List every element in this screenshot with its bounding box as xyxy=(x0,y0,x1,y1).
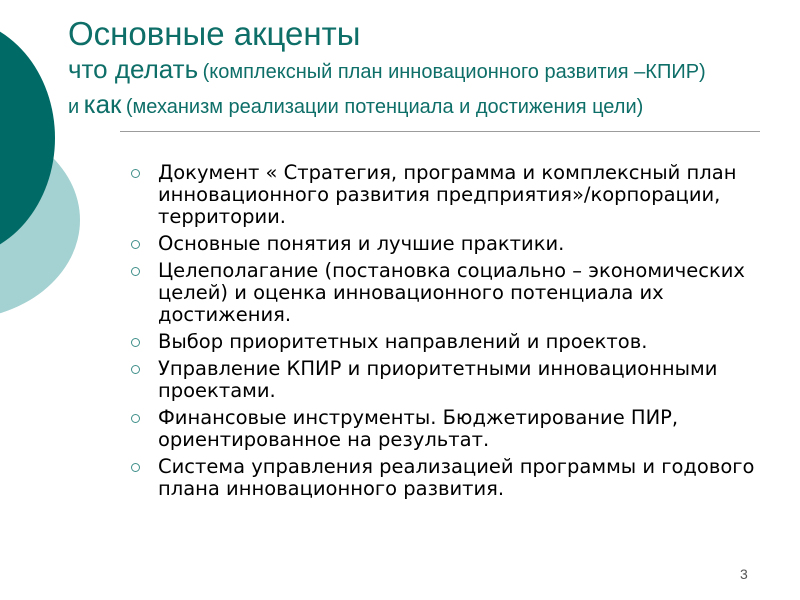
bullet-item xyxy=(128,407,768,451)
bullet-text: Система управления реализацией программы и годового плана инновационного развития. xyxy=(158,455,755,500)
hollow-circle-bullet-icon xyxy=(131,169,140,178)
bullet-item xyxy=(128,233,768,255)
bullet-text: Управление КПИР и приоритетными инновационными проектами. xyxy=(158,357,718,402)
bullet-text: Основные понятия и лучшие практики. xyxy=(158,232,565,255)
bullet-text: Выбор приоритетных направлений и проектов. xyxy=(158,330,648,353)
subtitle-how-note: (механизм реализации потенциала и достижения цели) xyxy=(125,96,644,118)
subtitle-what-keyword: что делать xyxy=(68,54,199,84)
hollow-circle-bullet-icon xyxy=(131,267,140,276)
bullet-text: Документ « Стратегия, программа и комплексный план инновационного развития предприятия»/корпорации, территории. xyxy=(158,161,737,228)
bullet-item xyxy=(128,456,768,500)
bullet-text: Финансовые инструменты. Бюджетирование ПИР, ориентированное на результат. xyxy=(158,406,679,451)
slide-title: Основные акценты xyxy=(68,15,361,52)
bullet-text: Целеполагание (постановка социально – экономических целей) и оценка инновационного потенциала их достижения. xyxy=(158,259,745,326)
hollow-circle-bullet-icon xyxy=(131,414,140,423)
bullet-list xyxy=(128,162,768,505)
decorative-circle-light xyxy=(0,120,80,320)
decorative-circle-dark xyxy=(0,18,55,258)
bullet-item xyxy=(128,358,768,402)
hollow-circle-bullet-icon xyxy=(131,463,140,472)
hollow-circle-bullet-icon xyxy=(131,365,140,374)
subtitle-how xyxy=(68,89,706,124)
bullet-item xyxy=(128,162,768,228)
hollow-circle-bullet-icon xyxy=(131,338,140,347)
title-block xyxy=(68,14,706,124)
subtitle-how-keyword: как xyxy=(83,89,122,119)
title-divider xyxy=(120,131,760,132)
subtitle-how-and: и xyxy=(68,96,80,118)
page-number: 3 xyxy=(740,566,748,582)
bullet-item xyxy=(128,260,768,326)
bullet-item xyxy=(128,331,768,353)
subtitle-what xyxy=(68,54,706,89)
hollow-circle-bullet-icon xyxy=(131,240,140,249)
subtitle-what-note: (комплексный план инновационного развития –КПИР) xyxy=(202,61,706,83)
